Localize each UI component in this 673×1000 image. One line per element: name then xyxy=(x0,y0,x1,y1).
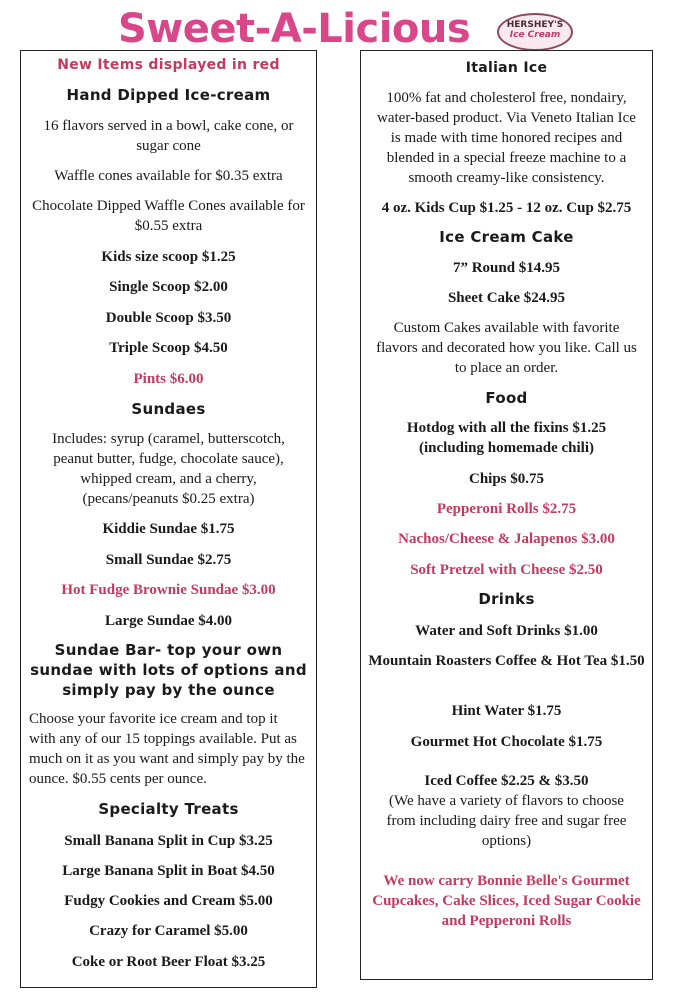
italian-ice-description: 100% fat and cholesterol free, nondairy, water-based product. Via Veneto Italian Ice is made with time honored recipes and blended in a special freeze machine to a smooth creamy-like consistency. xyxy=(377,90,636,186)
sheet-cake-price: Sheet Cake $24.95 xyxy=(447,290,566,306)
custom-cakes-note: Custom Cakes available with favorite flavors and decorated how you like. Call us to place an order. xyxy=(376,320,637,376)
sundae-bar-heading: Sundae Bar- top your own sundae with lots of options and simply pay by the ounce xyxy=(30,641,307,699)
italian-ice-heading: Italian Ice xyxy=(465,60,548,76)
soft-pretzel-price: Soft Pretzel with Cheese $2.50 xyxy=(410,562,603,578)
italian-ice-price: 4 oz. Kids Cup $1.25 - 12 oz. Cup $2.75 xyxy=(381,200,632,216)
kids-scoop-price: Kids size scoop $1.25 xyxy=(101,249,236,265)
sundae-bar-description: Choose your favorite ice cream and top it with any of our 15 toppings available. Put as much on it as you want and simply pay by the ounce. $0.55 cents per ounce. xyxy=(29,711,305,787)
ice-cream-heading: Hand Dipped Ice-cream xyxy=(66,86,271,104)
drinks-heading: Drinks xyxy=(478,590,535,608)
choc-waffle-note: Chocolate Dipped Waffle Cones available for $0.55 extra xyxy=(32,198,305,234)
round-cake-price: 7” Round $14.95 xyxy=(452,260,561,276)
fudgy-cookies-price: Fudgy Cookies and Cream $5.00 xyxy=(64,893,273,909)
large-sundae-price: Large Sundae $4.00 xyxy=(104,613,233,629)
single-scoop-price: Single Scoop $2.00 xyxy=(109,279,228,295)
small-sundae-price: Small Sundae $2.75 xyxy=(105,552,232,568)
hot-fudge-sundae-price: Hot Fudge Brownie Sundae $3.00 xyxy=(61,582,276,598)
iced-coffee-price: Iced Coffee $2.25 & $3.50 xyxy=(424,773,589,789)
sundaes-heading: Sundaes xyxy=(131,400,206,418)
chips-price: Chips $0.75 xyxy=(468,471,545,487)
hot-chocolate-price: Gourmet Hot Chocolate $1.75 xyxy=(410,734,603,750)
pepperoni-rolls-price: Pepperoni Rolls $2.75 xyxy=(436,501,577,517)
page-title: Sweet-A-Licious xyxy=(118,6,471,52)
ice-cream-cake-heading: Ice Cream Cake xyxy=(439,228,574,246)
water-soft-drinks-price: Water and Soft Drinks $1.00 xyxy=(415,623,598,639)
left-menu-column xyxy=(20,50,317,988)
double-scoop-price: Double Scoop $3.50 xyxy=(105,310,232,326)
hotdog-price: Hotdog with all the fixins $1.25 (including homemade chili) xyxy=(406,420,607,456)
specialty-treats-heading: Specialty Treats xyxy=(98,800,239,818)
new-items-notice: New Items displayed in red xyxy=(57,57,280,73)
nachos-price: Nachos/Cheese & Jalapenos $3.00 xyxy=(398,531,615,547)
ice-cream-description: 16 flavors served in a bowl, cake cone, or sugar cone xyxy=(43,118,294,154)
pints-price: Pints $6.00 xyxy=(133,371,204,387)
float-price: Coke or Root Beer Float $3.25 xyxy=(71,954,266,970)
logo-line1: HERSHEY'S xyxy=(506,20,564,30)
coffee-tea-price: Mountain Roasters Coffee & Hot Tea $1.50 xyxy=(368,653,645,669)
bonnie-belle-note: We now carry Bonnie Belle's Gourmet Cupcakes, Cake Slices, Iced Sugar Cookie and Pepperoni Rolls xyxy=(372,873,641,929)
kiddie-sundae-price: Kiddie Sundae $1.75 xyxy=(102,521,235,537)
hersheys-logo xyxy=(497,13,573,51)
right-menu-column xyxy=(360,50,653,980)
food-heading: Food xyxy=(485,389,528,407)
iced-coffee-note: (We have a variety of flavors to choose from including dairy free and sugar free options) xyxy=(386,793,627,849)
waffle-cone-note: Waffle cones available for $0.35 extra xyxy=(54,168,283,184)
crazy-caramel-price: Crazy for Caramel $5.00 xyxy=(89,923,248,939)
logo-line2: Ice Cream xyxy=(509,30,561,40)
triple-scoop-price: Triple Scoop $4.50 xyxy=(109,340,228,356)
small-banana-split-price: Small Banana Split in Cup $3.25 xyxy=(64,833,273,849)
large-banana-split-price: Large Banana Split in Boat $4.50 xyxy=(62,863,275,879)
hint-water-price: Hint Water $1.75 xyxy=(451,703,562,719)
sundaes-description: Includes: syrup (caramel, butterscotch, peanut butter, fudge, chocolate sauce), whipped cream, and a cherry, (pecans/peanuts $0.25 extra) xyxy=(52,431,285,507)
